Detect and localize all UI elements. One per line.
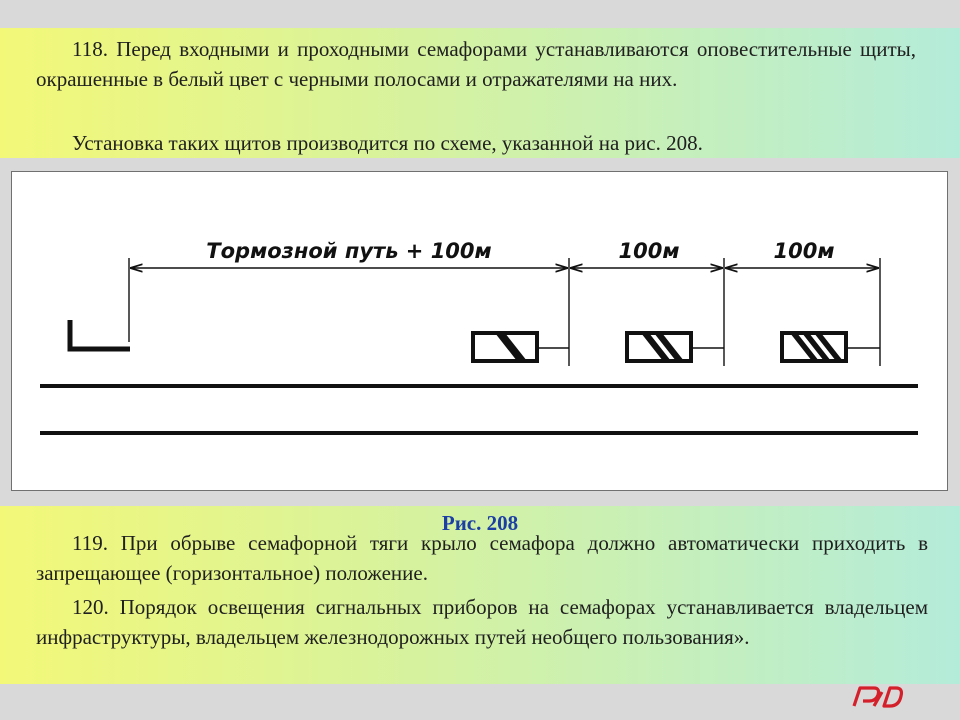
paragraph-118-continuation: Установка таких щитов производится по схеме, указанной на рис. 208.	[72, 131, 703, 155]
warning-shield-3	[782, 333, 880, 361]
signal-shield-diagram	[12, 172, 949, 492]
dimension-label-100m-1: 100м	[618, 239, 680, 263]
dimension-label-braking: Тормозной путь + 100м	[206, 239, 492, 263]
paragraph-120: 120. Порядок освещения сигнальных приборов на семафорах устанавливается владельцем инфраструктуры, владельцем железнодорожных путей необщего пользования».	[36, 595, 928, 649]
semaphore-icon	[70, 320, 130, 349]
paragraph-119: 119. При обрыве семафорной тяги крыло семафора должно автоматически приходить в запрещающее (горизонтальное) положение.	[36, 531, 928, 585]
warning-shield-2	[627, 333, 724, 361]
paragraph-118: 118. Перед входными и проходными семафорами устанавливаются оповестительные щиты, окрашенные в белый цвет с черными полосами и отражателями на них.	[36, 37, 916, 91]
warning-shield-1	[473, 333, 569, 361]
figure-208	[11, 171, 948, 491]
dimension-label-100m-2: 100м	[773, 239, 835, 263]
figure-caption: Рис. 208	[441, 511, 519, 535]
rzd-logo	[850, 684, 906, 710]
